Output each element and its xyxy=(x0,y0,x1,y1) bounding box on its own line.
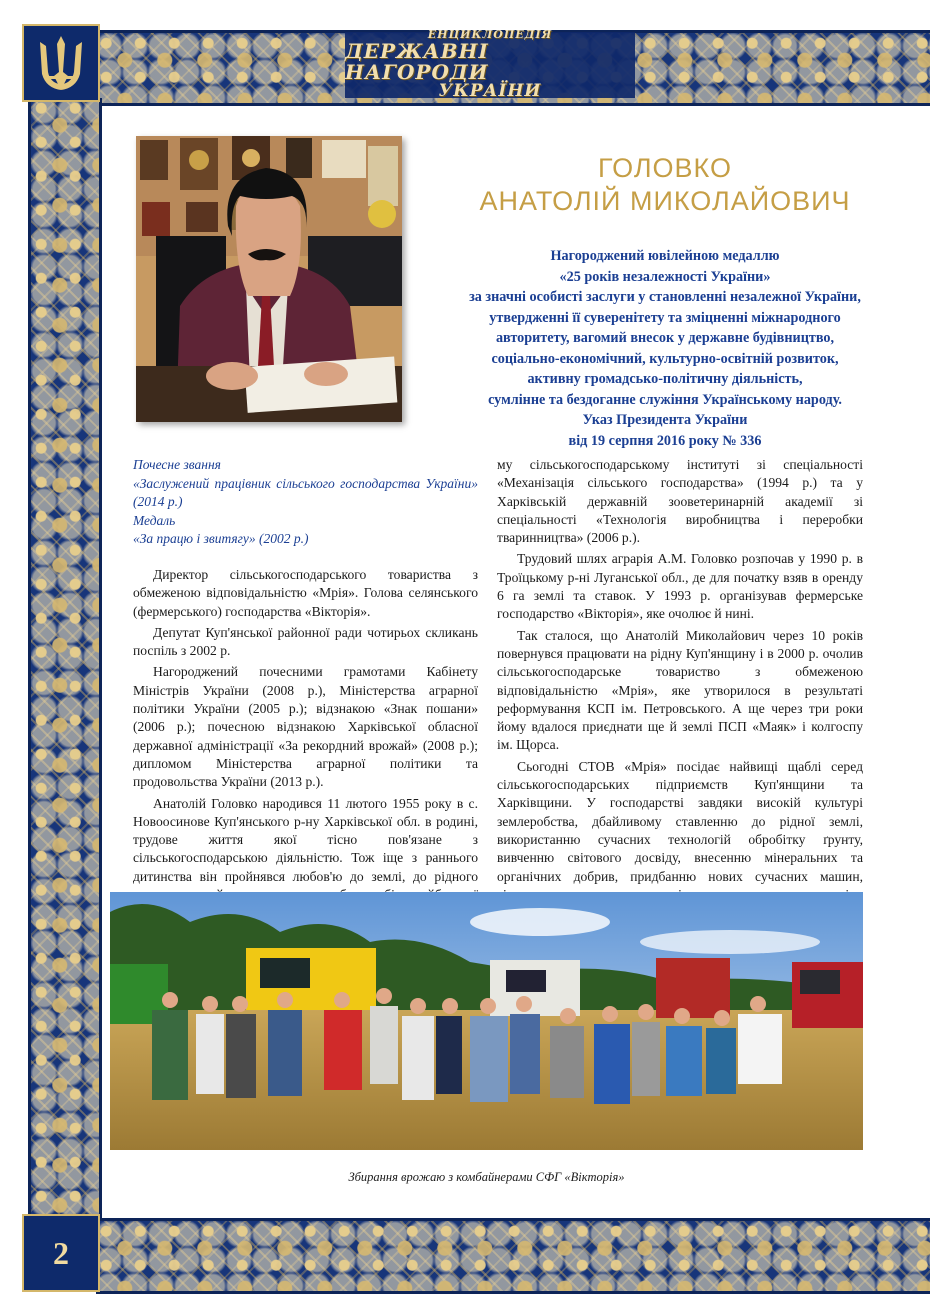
decree-title: Указ Президента України xyxy=(582,412,748,428)
honor-title-label: Почесне звання xyxy=(133,457,221,472)
article-column-left xyxy=(133,566,478,926)
paragraph: Анатолій Головко народився 11 лютого 1955 року в с. Новоосинове Куп'янського р-ну Харківської обл. в родині, трудове життя якої тісно пов'язане з сільськогосподарською діяльністю. Тож іще з раннього дитинства він пройнявся любов'ю до землі, до рідного xyxy=(133,795,478,884)
award-line: соціально-економічний, культурно-освітній розвиток, xyxy=(491,350,839,367)
decree-date: від 19 серпня 2016 року № 336 xyxy=(568,432,762,449)
person-name xyxy=(410,152,920,218)
portrait-photo xyxy=(136,136,402,422)
paragraph: му сільськогосподарському інституті зі спеціальності «Механізація сільського господарства» (1994 р.) та у Харківській державній зооветеринарній академії зі спеціальності «Технологія виробництва і переробки тваринництва» (2006 р.). xyxy=(497,457,863,546)
page-number-box xyxy=(22,1214,100,1292)
title-line-2: ДЕРЖАВНІ НАГОРОДИ xyxy=(345,38,489,84)
left-ornament-border xyxy=(28,98,102,1218)
paragraph: Директор сільськогосподарського товариства з обмеженою відповідальністю «Мрія». Голова селянського (фермерського) господарства «Вікторія». xyxy=(133,567,478,619)
award-line: сумлінне та бездоганне служіння Українському народу. xyxy=(488,391,842,408)
paragraph: Сьогодні СТОВ «Мрія» посідає найвищі щаблі серед сільськогосподарських підприємств Куп'янщини та Харківщини. У господарстві завдяки високій культурі землеробства, дбайливому ставленню до рідної землі, використанню сучасних технологій обробітку ґрунту, вивченню світового досвіду, внесенню мінеральних та органічних добрив, придбанню нових сучасних машин, xyxy=(497,758,863,884)
photo-caption: Збирання врожаю з комбайнерами СФГ «Вікторія» xyxy=(348,1170,625,1184)
honor-title-value: «Заслужений працівник сільського господарства України» (2014 р.) xyxy=(133,475,478,509)
trident-emblem-icon xyxy=(22,24,100,102)
encyclopedia-title xyxy=(345,28,635,101)
article-column-right xyxy=(497,456,863,925)
paragraph: Трудовий шлях аграрія А.М. Головко розпочав у 1990 р. в Троїцькому р-ні Луганської обл., де для початку взяв в оренду 6 га землі та ставок. У 1993 р. організував фермерське господарство «Вікторія», яке очолює й нині. xyxy=(497,551,863,622)
award-line: «25 років незалежності України» xyxy=(559,268,771,285)
award-block xyxy=(412,246,918,451)
award-line: активну громадсько-політичну діяльність, xyxy=(527,371,803,387)
medal-label: Медаль xyxy=(133,512,176,528)
bottom-ornament-border xyxy=(96,1218,930,1294)
paragraph: Нагороджений почесними грамотами Кабінету Міністрів України (2008 р.), Міністерства аграрної політики України (2005 р.); відзнакою «Знак пошани» (2006 р.); почесною відзнакою Харківської обласної державної адміністрації «За рекордний врожай» (2008 р.); дипломом Міністерства аграрної політики та продовольства України (2013 р.). xyxy=(133,664,478,790)
award-line: авторитету, вагомий внесок у державне будівництво, xyxy=(495,330,835,346)
medal-value: «За працю і звитягу» (2002 р.) xyxy=(133,531,309,546)
award-line: утвердженні її суверенітету та зміцненні міжнародного xyxy=(489,309,841,326)
title-line-1: ЕНЦИКЛОПЕДІЯ xyxy=(427,28,553,42)
given-names: АНАТОЛІЙ МИКОЛАЙОВИЧ xyxy=(479,186,851,216)
harvest-group-photo xyxy=(110,892,863,1150)
award-line: за значні особисті заслуги у становленні незалежної України, xyxy=(469,289,861,305)
paragraph: Депутат Куп'янської районної ради чотирьох скликань поспіль з 2002 р. xyxy=(133,624,478,659)
surname: ГОЛОВКО xyxy=(598,153,732,183)
page-number: 2 xyxy=(53,1234,69,1271)
award-line: Нагороджений ювілейною медаллю xyxy=(550,248,780,264)
title-line-3: УКРАЇНИ xyxy=(438,80,542,101)
honors-block xyxy=(133,456,478,549)
paragraph: Так сталося, що Анатолій Миколайович через 10 років повернувся працювати на рідну Куп'янщину і в 2000 р. очолив сільськогосподарське товариство з обмеженою відповідальністю «Мрія», яке утворилося в результаті реформування КСП ім. Петровського. А ще через три роки йому вдалося приєднати ще й землі ПСП «Маяк» і колгоспу ім. Щорса. xyxy=(497,627,863,753)
